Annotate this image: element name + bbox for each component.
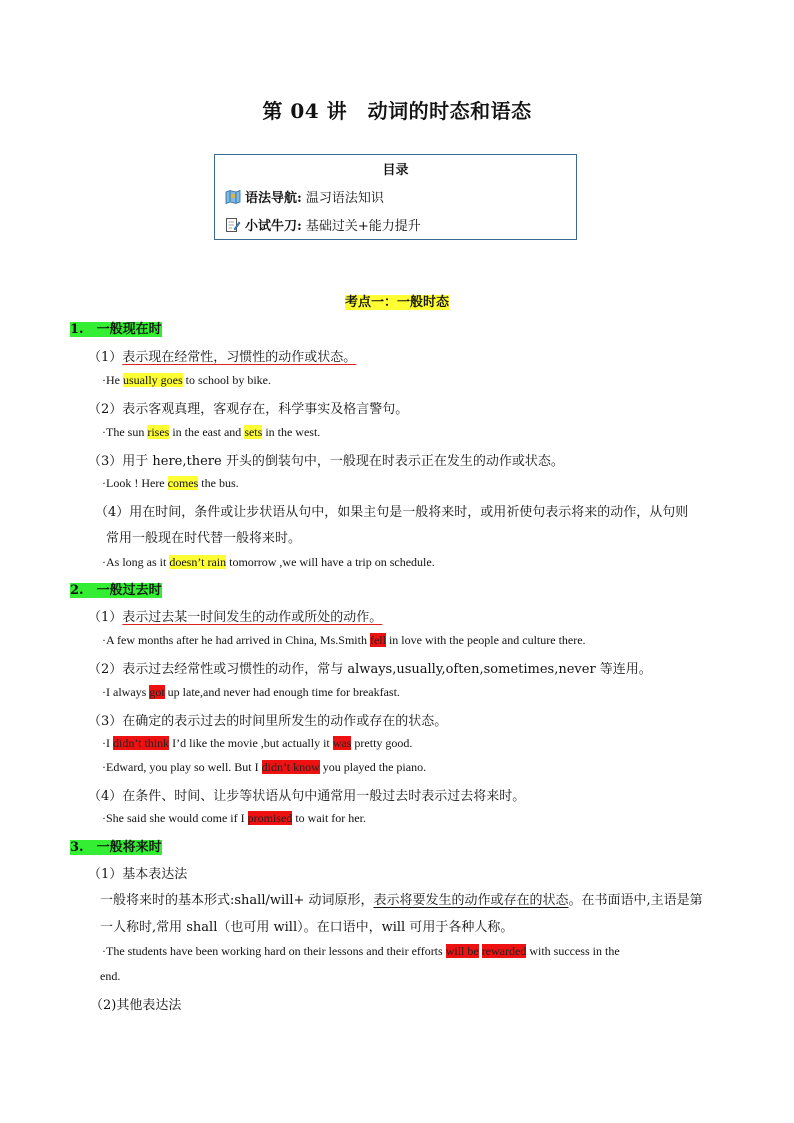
- edit-note-icon: [225, 217, 241, 233]
- toc-heading: 目录: [382, 163, 409, 178]
- example-sentence: ·The sun rises in the east and sets in the west.: [102, 425, 321, 439]
- rule-line: 一般将来时的基本形式:shall/will+ 动词原形，表示将要发生的动作或存在的状态。在书面语中,主语是第: [100, 893, 703, 908]
- rule-line: （4）用在时间，条件或让步状语从句中，如果主句是一般将来时，或用祈使句表示将来的动作，从句则: [95, 505, 689, 520]
- page-title: 第 04 讲 动词的时态和语态: [262, 99, 532, 123]
- toc-item-text: 基础过关+能力提升: [305, 219, 421, 234]
- rule-line: （3）用于 here,there 开头的倒装句中，一般现在时表示正在发生的动作或状态。: [88, 454, 564, 469]
- rule-line: （1）表示现在经常性，习惯性的动作或状态。: [88, 350, 357, 365]
- subsection-present: 1. 一般现在时: [70, 322, 162, 337]
- rule-line: 常用一般现在时代替一般将来时。: [106, 531, 302, 546]
- rule-line: （1）表示过去某一时间发生的动作或所处的动作。: [88, 610, 383, 625]
- rule-line: 一人称时,常用 shall（也可用 will）。在口语中，will 可用于各种人称。: [100, 920, 514, 935]
- toc-item-text: 温习语法知识: [305, 191, 384, 206]
- rule-line: （2）表示过去经常性或习惯性的动作，常与 always,usually,often,sometimes,never 等连用。: [88, 662, 652, 677]
- example-sentence: ·As long as it doesn’t rain tomorrow ,we will have a trip on schedule.: [102, 555, 435, 569]
- table-of-contents: [214, 154, 577, 240]
- example-sentence: ·I didn’t think I’d like the movie ,but actually it was pretty good.: [102, 736, 413, 750]
- toc-item-label: 语法导航:: [245, 191, 302, 206]
- toc-item-practice[interactable]: [225, 215, 421, 234]
- example-sentence: ·A few months after he had arrived in China, Ms.Smith fell in love with the people and culture there.: [102, 633, 586, 647]
- example-sentence: ·She said she would come if I promised to wait for her.: [102, 811, 366, 825]
- example-sentence: ·Look ! Here comes the bus.: [102, 476, 239, 490]
- example-sentence-cont: end.: [100, 969, 121, 983]
- toc-item-label: 小试牛刀:: [245, 219, 302, 234]
- rule-line: （3）在确定的表示过去的时间里所发生的动作或存在的状态。: [88, 714, 448, 729]
- map-icon: [225, 189, 241, 205]
- subsection-future: 3. 一般将来时: [70, 840, 162, 855]
- example-sentence: ·He usually goes to school by bike.: [102, 373, 271, 387]
- example-sentence: ·Edward, you play so well. But I didn’t know you played the piano.: [102, 760, 427, 774]
- section-heading: 考点一：一般时态: [344, 295, 449, 310]
- rule-line: （1）基本表达法: [88, 867, 188, 882]
- rule-line: （4）在条件、时间、让步等状语从句中通常用一般过去时表示过去将来时。: [88, 789, 526, 804]
- rule-line: （2）表示客观真理，客观存在，科学事实及格言警句。: [88, 402, 409, 417]
- toc-item-grammar[interactable]: [225, 187, 384, 206]
- subsection-past: 2. 一般过去时: [70, 583, 162, 598]
- example-sentence: ·The students have been working hard on their lessons and their efforts will be rewarded with success in the: [102, 944, 620, 958]
- example-sentence: ·I always got up late,and never had enough time for breakfast.: [102, 685, 400, 699]
- rule-line: （2)其他表达法: [90, 998, 182, 1013]
